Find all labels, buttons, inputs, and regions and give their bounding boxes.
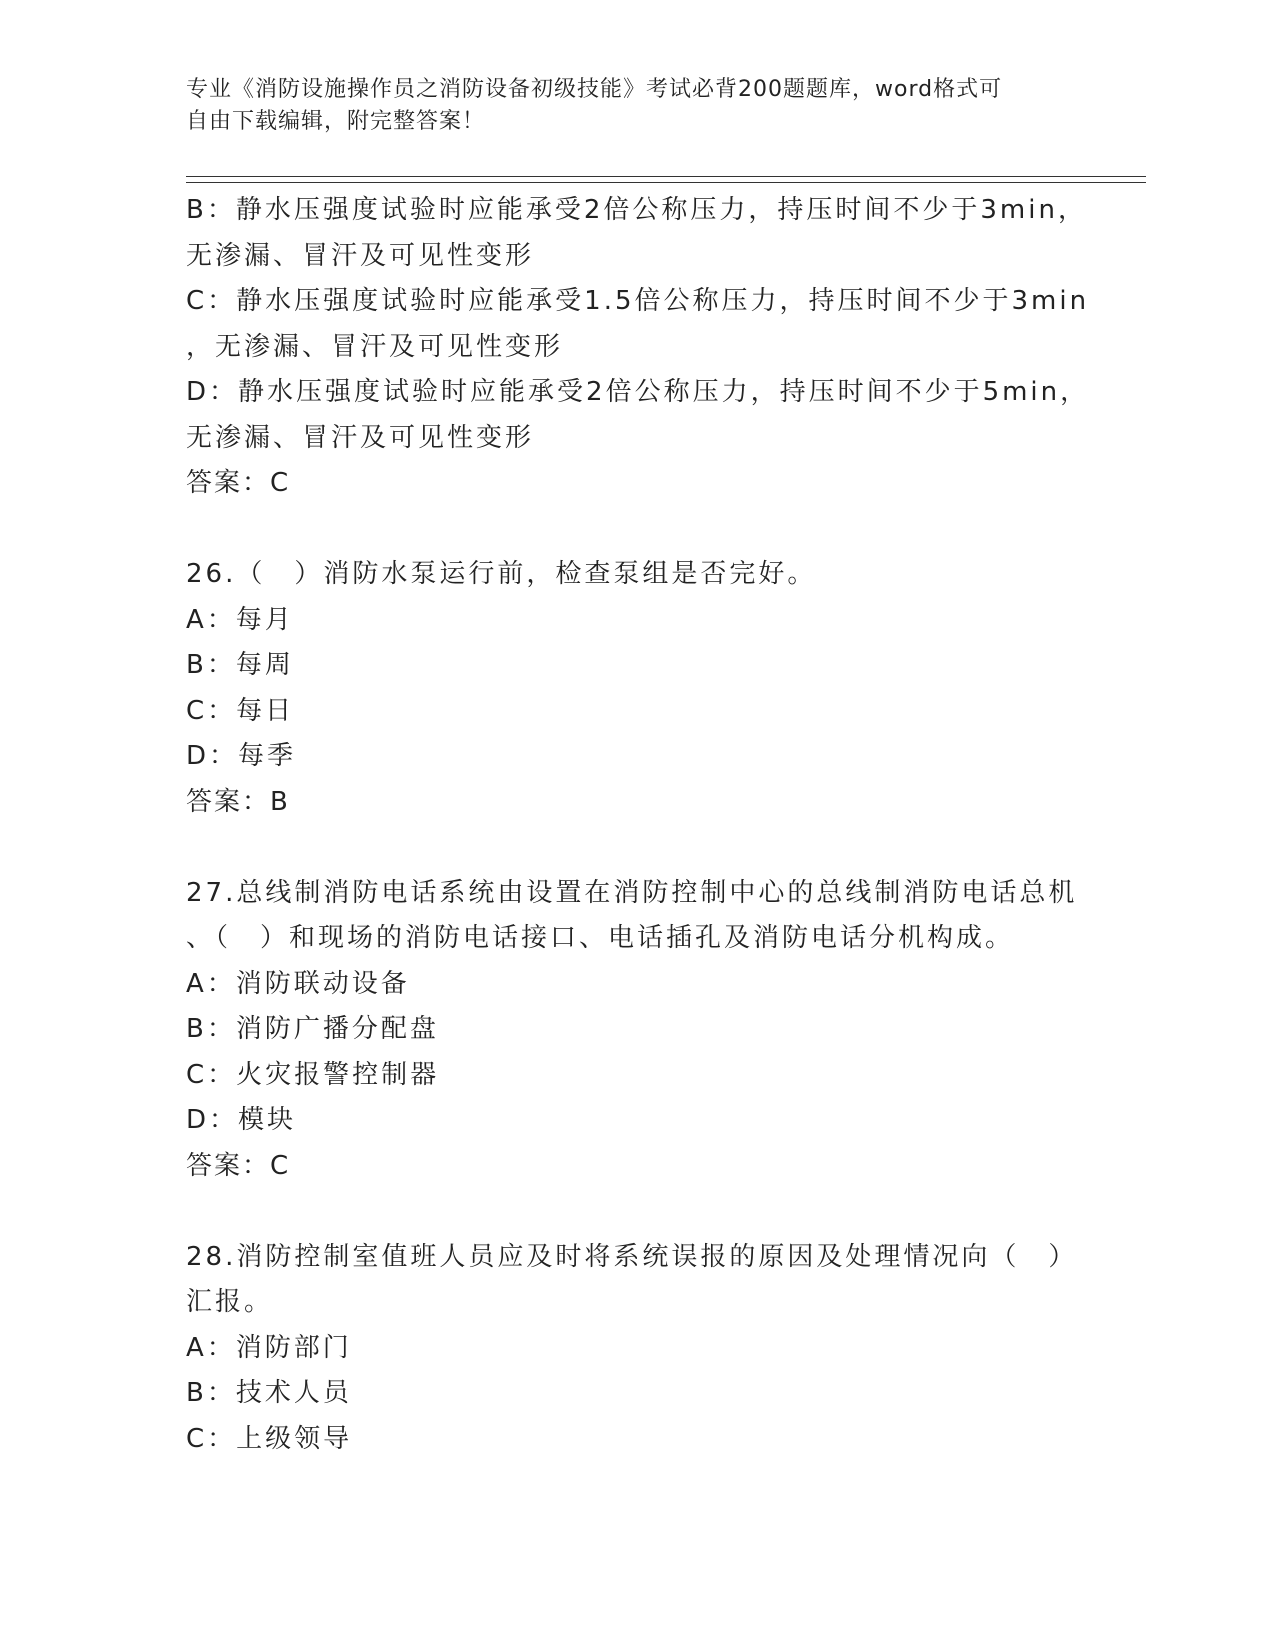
- question-26: [186, 552, 1086, 825]
- option-c: C：上级领导: [186, 1423, 353, 1454]
- option-a: A：每月: [186, 604, 294, 635]
- option-d: D：模块: [186, 1105, 297, 1135]
- question-gap: [186, 507, 1086, 553]
- answer: 答案：C: [186, 468, 291, 498]
- question-28: [186, 1235, 1086, 1463]
- option-b: B：技术人员: [186, 1378, 352, 1408]
- answer: 答案：C: [186, 1150, 291, 1181]
- option-b: B：每周: [186, 650, 294, 680]
- option-d-line-1: D：静水压强度试验时应能承受2倍公称压力，持压时间不少于5min，: [186, 377, 1090, 407]
- question-stem-line-1: 27.总线制消防电话系统由设置在消防控制中心的总线制消防电话总机: [186, 877, 1078, 908]
- header-divider-bottom: [186, 182, 1146, 183]
- question-gap: [186, 825, 1086, 871]
- option-c: C：火灾报警控制器: [186, 1059, 440, 1090]
- option-b: B：消防广播分配盘: [186, 1014, 439, 1044]
- question-27: [186, 871, 1086, 1190]
- option-b-line-2: 无渗漏、冒汗及可见性变形: [186, 240, 535, 271]
- option-b-line-1: B：静水压强度试验时应能承受2倍公称压力，持压时间不少于3min，: [186, 195, 1087, 225]
- header-line-2: 自由下载编辑，附完整答案！: [186, 109, 486, 134]
- question-stem: 26.（ ）消防水泵运行前，检查泵组是否完好。: [186, 559, 817, 589]
- question-stem-line-2: 、（ ）和现场的消防电话接口、电话插孔及消防电话分机构成。: [186, 923, 1015, 953]
- option-a: A：消防部门: [186, 1332, 352, 1363]
- option-a: A：消防联动设备: [186, 968, 410, 999]
- question-25-continued: [186, 188, 1090, 507]
- header-divider-top: [186, 176, 1146, 177]
- option-c-line-1: C：静水压强度试验时应能承受1.5倍公称压力，持压时间不少于3min: [186, 286, 1090, 316]
- question-list: [186, 188, 1090, 1462]
- question-gap: [186, 1189, 1086, 1235]
- option-c-line-2: ，无渗漏、冒汗及可见性变形: [186, 331, 564, 362]
- document-header: [186, 74, 1086, 138]
- option-d-line-2: 无渗漏、冒汗及可见性变形: [186, 422, 535, 453]
- answer: 答案：B: [186, 786, 290, 817]
- header-line-1: 专业《消防设施操作员之消防设备初级技能》考试必背200题题库，word格式可: [186, 77, 1003, 102]
- option-c: C：每日: [186, 695, 295, 726]
- question-stem-line-2: 汇报。: [186, 1287, 274, 1317]
- option-d: D：每季: [186, 741, 297, 771]
- question-stem-line-1: 28.消防控制室值班人员应及时将系统误报的原因及处理情况向（ ）: [186, 1241, 1078, 1272]
